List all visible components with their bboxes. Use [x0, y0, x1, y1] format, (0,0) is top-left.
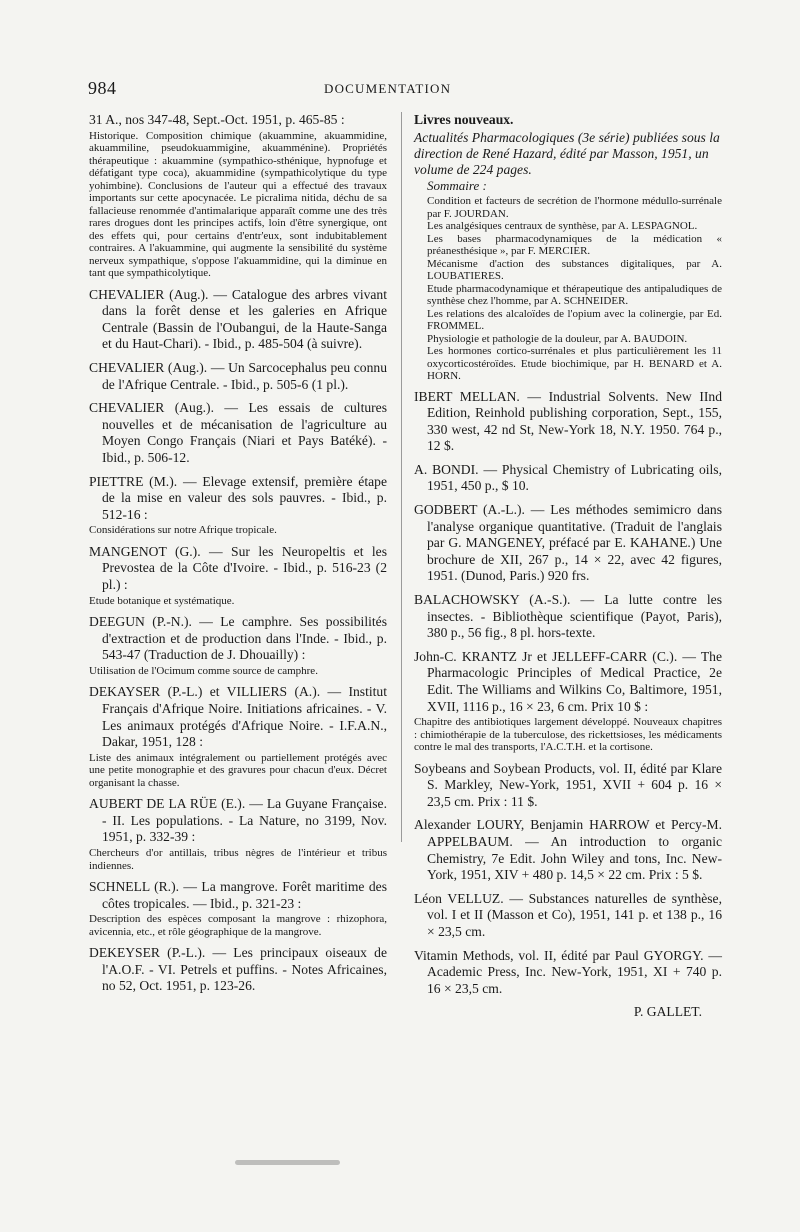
- sommaire-label: Sommaire :: [427, 178, 487, 193]
- book-entry: John-C. KRANTZ Jr et JELLEFF-CARR (C.). — The Pharmacologic Principles of Medical Practice, 2e Edit. The Williams and Wilkins Co, Baltimore, 1951, XVII, 1116 p., 16 × 23, 6 cm. Prix 10 $ : Chapitre des antibiotiques largement développé. Nouveaux chapitres : chimiothérapie de la tuberculose, des rickettsioses, les médicaments contre le mal des transports, l'A.C.T.H. et la cortisone.: [414, 648, 722, 754]
- book-entry: IBERT MELLAN. — Industrial Solvents. New IInd Edition, Reinhold publishing corporation, Sept., 155, 330 west, 42 nd St, New-York 18, N.Y. 1950. 764 p., 12 $.: [414, 388, 722, 454]
- citation-entry: PIETTRE (M.). — Elevage extensif, première étape de la mise en valeur des sols pauvres. - Ibid., p. 512-16 : Considérations sur notre Afrique tropicale.: [89, 473, 387, 537]
- right-column: [414, 112, 722, 1034]
- citation-note: Etude botanique et systématique.: [89, 594, 235, 607]
- citation-entry: DEEGUN (P.-N.). — Le camphre. Ses possibilités d'extraction et de production dans l'Inde. - Ibid., p. 543-47 (Traduction de J. Dhouailly) : Utilisation de l'Ocimum comme source de camphre.: [89, 614, 387, 677]
- page-number: 984: [88, 78, 117, 98]
- citation-entry: 31 A., nos 347-48, Sept.-Oct. 1951, p. 465-85 : Historique. Composition chimique (akuammine, akuammidine, akuammiline, pseudokuammigine, akuamménine). Propriétés thérapeutique : akuammine (sympathico-sthénique, hypnofuge et défatigant type coca), akuammidine (sympathicolytique du type yohimbine). Conclusions de l'auteur qui a effectué des travaux importants sur cette apocynacée. Le picralima nitida, déchu de sa fallacieuse renommée d'antimalarique apparaît comme une des très rares drogues dont les principes actifs, loin d'être synergique, ont des effets qui, pour certains d'entr'eux, sont indubitablement contraires. A l'akuammine, qui augmente la sensibilité du système nerveux sympathique, s'oppose l'akuammidine, qui la diminue en tant que sympathicolytique.: [89, 112, 387, 280]
- book-entry: Soybeans and Soybean Products, vol. II, édité par Klare S. Markley, New-York, 1951, XVII + 604 p. 16 × 23,5 cm. Prix : 11 $.: [414, 760, 722, 809]
- left-column: [89, 112, 387, 1002]
- book-entry: Vitamin Methods, vol. II, édité par Paul GYORGY. — Academic Press, Inc. New-York, 1951, XI + 740 p. 16 × 23,5 cm.: [414, 947, 722, 996]
- citation-entry: DEKAYSER (P.-L.) et VILLIERS (A.). — Institut Français d'Afrique Noire. Initiations africaines. - V. Les animaux protégés d'Afrique Noire. - I.F.A.N., Dakar, 1951, 128 : Liste des animaux intégralement ou partiellement protégés avec une petite monographie et des gravures pour chacun d'eux. Décret organisant la chasse.: [89, 684, 387, 789]
- citation-entry: AUBERT DE LA RÜE (E.). — La Guyane Française. - II. Les populations. - La Nature, no 3199, Nov. 1951, p. 332-39 : Chercheurs d'or antillais, tribus nègres de l'intérieur et tribus indiennes.: [89, 796, 387, 872]
- sommaire-item: Mécanisme d'action des substances digitaliques, par A. LOUBATIERES.: [427, 257, 722, 282]
- citation-note: Considérations sur notre Afrique tropicale.: [89, 524, 277, 537]
- column-divider: [401, 112, 402, 842]
- book-entry: Alexander LOURY, Benjamin HARROW et Percy-M. APPELBAUM. — An introduction to organic Chemistry, 7e Edit. John Wiley and tons, Inc. New-York, 1951, XIV + 480 p. 14,5 × 22 cm. Prix : 5 $.: [414, 817, 722, 883]
- citation-note: Liste des animaux intégralement ou partiellement protégés avec une petite monographie et des gravures pour chacun d'eux. Décret organisant la chasse.: [89, 751, 387, 789]
- book-title: Actualités Pharmacologiques (3e série) publiées sous la direction de René Hazard, édité par Masson, 1951, un volume de 224 pages.: [414, 130, 720, 177]
- sommaire-item: Les bases pharmacodynamiques de la médication « préanesthésique », par F. MERCIER.: [427, 232, 722, 257]
- citation-entry: CHEVALIER (Aug.). — Catalogue des arbres vivant dans la forêt dense et les galeries en Afrique Centrale (Bassin de l'Oubangui, de la Haute-Sanga et du Haut-Chari). - Ibid., p. 485-504 (à suivre).: [89, 286, 387, 352]
- citation-entry: SCHNELL (R.). — La mangrove. Forêt maritime des côtes tropicales. — Ibid., p. 321-23 : Description des espèces composant la mangrove : rhizophora, avicennia, etc., et rôle géographique de la mangrove.: [89, 879, 387, 938]
- sommaire-item: Les relations des alcaloïdes de l'opium avec la colinergie, par Ed. FROMMEL.: [427, 307, 722, 332]
- book-entry: A. BONDI. — Physical Chemistry of Lubricating oils, 1951, 450 p., $ 10.: [414, 461, 722, 494]
- running-head: DOCUMENTATION: [324, 81, 452, 96]
- page-header: [88, 78, 728, 100]
- sommaire-item: Etude pharmacodynamique et thérapeutique des antipaludiques de synthèse chez l'homme, par A. SCHNEIDER.: [427, 282, 722, 307]
- book-entry: GODBERT (A.-L.). — Les méthodes semimicro dans l'analyse organique quantitative. (Traduit de l'anglais par G. MANGENEY, préfacé par E. KAHANE.) Une brochure de XII, 267 p., 14 × 22, avec 42 figures, 1951. (Dunod, Paris.) 920 frs.: [414, 502, 722, 584]
- citation-entry: CHEVALIER (Aug.). — Un Sarcocephalus peu connu de l'Afrique Centrale. - Ibid., p. 505-6 (1 pl.).: [89, 359, 387, 392]
- section-heading: Livres nouveaux.: [414, 112, 514, 127]
- sommaire-item: Les analgésiques centraux de synthèse, par A. LESPAGNOL.: [427, 220, 698, 232]
- sommaire-item: Condition et facteurs de secrétion de l'hormone médullo-surrénale par F. JOURDAN.: [427, 195, 722, 220]
- citation-entry: MANGENOT (G.). — Sur les Neuropeltis et les Prevostea de la Côte d'Ivoire. - Ibid., p. 516-23 (2 pl.) : Etude botanique et systématique.: [89, 543, 387, 607]
- citation-note: Chercheurs d'or antillais, tribus nègres de l'intérieur et tribus indiennes.: [89, 847, 387, 872]
- book-entry: Léon VELLUZ. — Substances naturelles de synthèse, vol. I et II (Masson et Co), 1951, 141 p. et 138 p., 16 × 23,5 cm.: [414, 890, 722, 940]
- sommaire-item: Les hormones cortico-surrénales et plus particulièrement les 11 oxycorticostéroïdes. Etude biochimique, par H. BENARD et A. HORN.: [427, 345, 722, 382]
- sommaire-list: [414, 195, 722, 383]
- author-signature: P. GALLET.: [633, 1004, 702, 1020]
- citation-note: Historique. Composition chimique (akuammine, akuammidine, akuammiline, pseudokuammigine, akuamménine). Propriétés thérapeutique : akuammine (sympathico-sthénique, hypnofuge et défatigant type coca), akuammidine (sympathicolytique du type yohimbine). Conclusions de l'auteur qui a effectué des travaux importants sur cette apocynacée. Le picralima nitida, déchu de sa fallacieuse renommée d'antimalarique apparaît comme une des très rares drogues dont les principes actifs, loin d'être synergique, ont des effets qui, pour certains d'entr'eux, sont indubitablement contraires. A l'akuammine, qui augmente la sensibilité du système nerveux sympathique, s'oppose l'akuammidine, qui la diminue en tant que sympathicolytique.: [89, 129, 387, 280]
- sommaire-item: Physiologie et pathologie de la douleur, par A. BAUDOIN.: [427, 332, 688, 345]
- citation-entry: CHEVALIER (Aug.). — Les essais de cultures nouvelles et de mécanisation de l'agriculture au Moyen Congo Français (Niari et Pays Batéké). - Ibid., p. 506-12.: [89, 400, 387, 465]
- ink-smear: [235, 1160, 340, 1165]
- book-entry: BALACHOWSKY (A.-S.). — La lutte contre les insectes. - Bibliothèque scientifique (Payot, Paris), 380 p., 56 fig., 8 pl. hors-texte.: [414, 592, 722, 641]
- citation-note: Utilisation de l'Ocimum comme source de camphre.: [89, 664, 318, 677]
- citation-entry: DEKEYSER (P.-L.). — Les principaux oiseaux de l'A.O.F. - VI. Petrels et puffins. - Notes Africaines, no 52, Oct. 1951, p. 123-26.: [89, 945, 387, 994]
- citation-note: Description des espèces composant la mangrove : rhizophora, avicennia, etc., et rôle géographique de la mangrove.: [89, 913, 387, 938]
- book-note: Chapitre des antibiotiques largement développé. Nouveaux chapitres : chimiothérapie de la tuberculose, des rickettsioses, les médicaments contre le mal des transports, l'A.C.T.H. et la cortisone.: [414, 716, 722, 754]
